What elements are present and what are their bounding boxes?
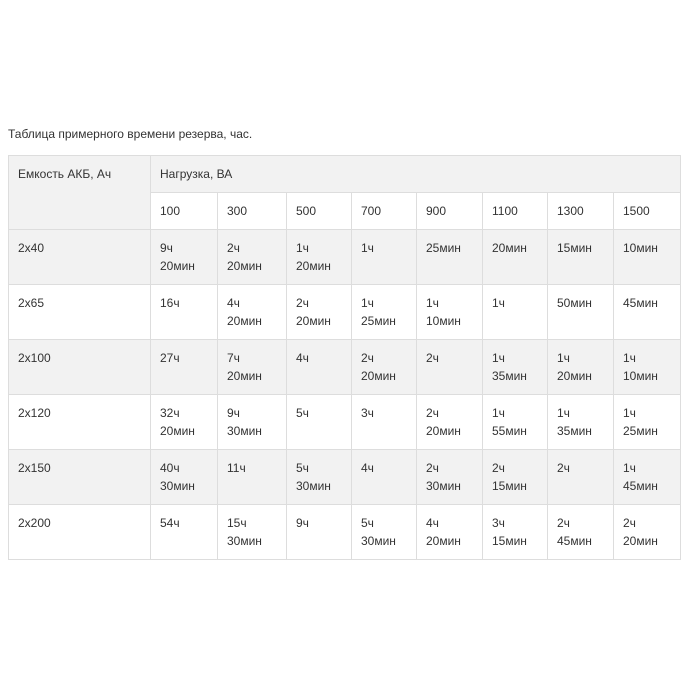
time-value: 25мин [426,241,461,255]
time-value: 2ч [426,406,439,420]
table-row [9,285,681,340]
reserve-time-cell [483,285,548,340]
time-value: 30мин [426,479,461,493]
time-value: 4ч [227,296,240,310]
reserve-time-cell [614,340,681,395]
reserve-time-cell [352,230,417,285]
capacity-cell: 2х100 [9,340,151,395]
time-value: 10мин [623,369,658,383]
table-row [9,505,681,560]
time-value: 20мин [296,314,331,328]
reserve-time-cell [218,340,287,395]
time-value: 45мин [557,534,592,548]
time-value: 15мин [492,534,527,548]
reserve-time-cell [483,340,548,395]
time-value: 30мин [160,479,195,493]
table-caption: Таблица примерного времени резерва, час. [8,127,253,141]
time-value: 1ч [557,406,570,420]
reserve-time-cell [417,230,483,285]
load-value: 100 [151,193,218,230]
reserve-time-cell [218,395,287,450]
time-value: 9ч [227,406,240,420]
time-value: 20мин [227,369,262,383]
load-value: 1100 [483,193,548,230]
reserve-time-cell [417,450,483,505]
time-value: 4ч [426,516,439,530]
time-value: 5ч [361,516,374,530]
time-value: 20мин [426,534,461,548]
time-value: 2ч [296,296,309,310]
reserve-time-cell [151,395,218,450]
load-header: Нагрузка, ВА [151,156,681,193]
reserve-time-cell [218,505,287,560]
time-value: 20мин [557,369,592,383]
time-value: 25мин [623,424,658,438]
time-value: 30мин [227,424,262,438]
time-value: 16ч [160,296,180,310]
reserve-time-cell [417,285,483,340]
time-value: 3ч [361,406,374,420]
reserve-time-cell [352,395,417,450]
time-value: 2ч [426,461,439,475]
reserve-time-cell [151,505,218,560]
time-value: 20мин [296,259,331,273]
time-value: 1ч [492,406,505,420]
reserve-time-cell [352,340,417,395]
time-value: 20мин [160,424,195,438]
time-value: 9ч [160,241,173,255]
reserve-time-cell [548,285,614,340]
time-value: 1ч [492,296,505,310]
reserve-time-cell [548,340,614,395]
time-value: 20мин [160,259,195,273]
reserve-time-cell [287,340,352,395]
time-value: 1ч [623,406,636,420]
time-value: 2ч [557,461,570,475]
reserve-time-cell [287,230,352,285]
time-value: 20мин [623,534,658,548]
reserve-time-cell [614,395,681,450]
reserve-time-cell [483,505,548,560]
time-value: 15мин [557,241,592,255]
capacity-cell: 2х40 [9,230,151,285]
time-value: 2ч [623,516,636,530]
time-value: 25мин [361,314,396,328]
reserve-time-cell [352,505,417,560]
time-value: 20мин [426,424,461,438]
load-value: 500 [287,193,352,230]
time-value: 20мин [492,241,527,255]
reserve-time-cell [614,450,681,505]
time-value: 4ч [361,461,374,475]
reserve-time-table [8,155,681,560]
time-value: 7ч [227,351,240,365]
reserve-time-cell [151,230,218,285]
reserve-time-cell [548,450,614,505]
load-value: 1300 [548,193,614,230]
time-value: 20мин [361,369,396,383]
time-value: 27ч [160,351,180,365]
reserve-time-cell [548,230,614,285]
time-value: 5ч [296,406,309,420]
time-value: 10мин [426,314,461,328]
capacity-cell: 2х120 [9,395,151,450]
reserve-time-cell [151,450,218,505]
reserve-time-cell [218,450,287,505]
time-value: 1ч [557,351,570,365]
time-value: 15мин [492,479,527,493]
time-value: 1ч [361,296,374,310]
reserve-time-cell [287,450,352,505]
capacity-header: Емкость АКБ, Ач [9,156,151,230]
time-value: 45мин [623,296,658,310]
time-value: 54ч [160,516,180,530]
reserve-time-cell [417,340,483,395]
time-value: 4ч [296,351,309,365]
table-row [9,450,681,505]
reserve-time-cell [287,285,352,340]
time-value: 2ч [557,516,570,530]
time-value: 45мин [623,479,658,493]
time-value: 35мин [492,369,527,383]
time-value: 40ч [160,461,180,475]
time-value: 15ч [227,516,247,530]
reserve-time-cell [218,285,287,340]
reserve-time-cell [614,505,681,560]
capacity-cell: 2х200 [9,505,151,560]
time-value: 30мин [296,479,331,493]
reserve-time-cell [548,505,614,560]
time-value: 2ч [227,241,240,255]
reserve-time-cell [417,505,483,560]
reserve-time-cell [352,450,417,505]
reserve-time-cell [483,395,548,450]
time-value: 2ч [361,351,374,365]
time-value: 1ч [296,241,309,255]
reserve-time-cell [483,450,548,505]
reserve-time-cell [417,395,483,450]
time-value: 50мин [557,296,592,310]
time-value: 2ч [492,461,505,475]
time-value: 1ч [492,351,505,365]
reserve-time-cell [352,285,417,340]
table-row [9,340,681,395]
header-row [9,156,681,193]
reserve-time-cell [151,285,218,340]
reserve-time-cell [151,340,218,395]
reserve-time-cell [287,395,352,450]
time-value: 1ч [623,461,636,475]
load-value: 1500 [614,193,681,230]
reserve-time-cell [614,230,681,285]
time-value: 9ч [296,516,309,530]
time-value: 30мин [227,534,262,548]
reserve-time-cell [548,395,614,450]
time-value: 1ч [623,351,636,365]
time-value: 55мин [492,424,527,438]
table-row [9,230,681,285]
table-row [9,395,681,450]
time-value: 20мин [227,314,262,328]
time-value: 32ч [160,406,180,420]
time-value: 1ч [361,241,374,255]
capacity-cell: 2х65 [9,285,151,340]
load-value: 700 [352,193,417,230]
load-value: 900 [417,193,483,230]
time-value: 11ч [227,461,246,475]
capacity-cell: 2х150 [9,450,151,505]
time-value: 5ч [296,461,309,475]
reserve-time-cell [483,230,548,285]
time-value: 35мин [557,424,592,438]
time-value: 1ч [426,296,439,310]
time-value: 20мин [227,259,262,273]
reserve-time-cell [287,505,352,560]
time-value: 3ч [492,516,505,530]
load-value: 300 [218,193,287,230]
reserve-time-cell [614,285,681,340]
time-value: 10мин [623,241,658,255]
time-value: 30мин [361,534,396,548]
time-value: 2ч [426,351,439,365]
reserve-time-cell [218,230,287,285]
